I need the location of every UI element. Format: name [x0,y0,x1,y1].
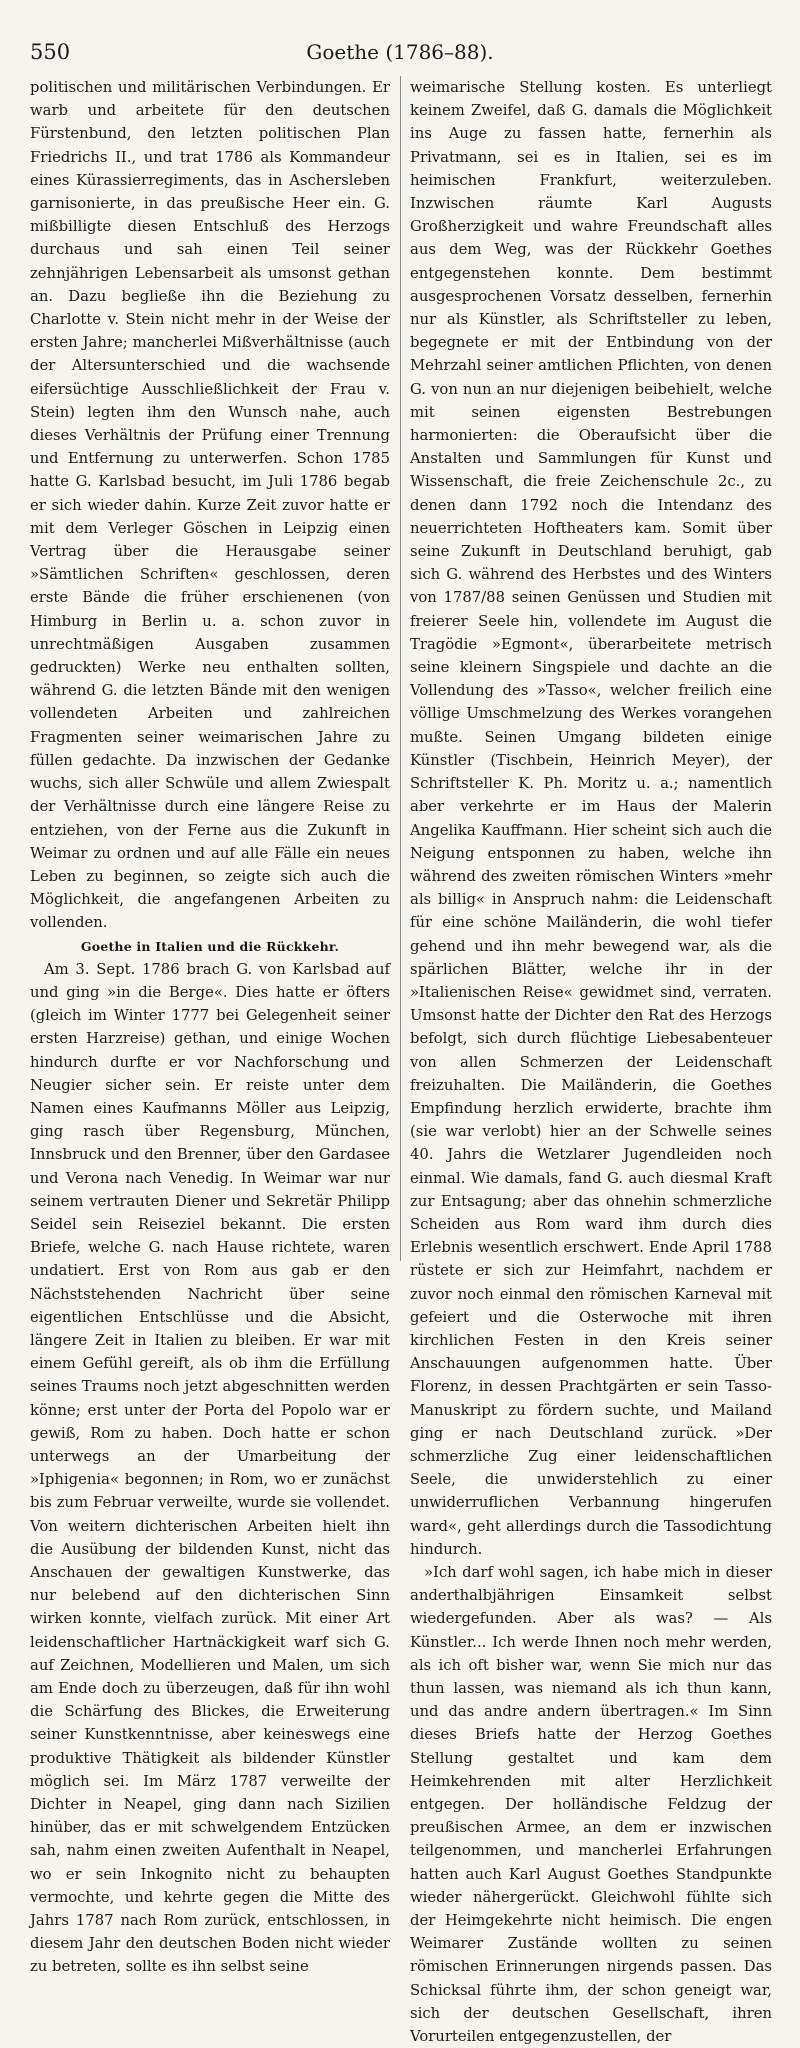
paragraph: Am 3. Sept. 1786 brach G. von Karlsbad auf und ging »in die Berge«. Dies hatte er öfters (gleich im Winter 1777 bei Gelegenheit seiner ersten Harzreise) gethan, und einige Wochen hindurch durfte er vor Nachforschung und Neugier sicher sein. Er reiste unter dem Namen eines Kaufmanns Möller aus Leipzig, ging rasch über Regensburg, München, Innsbruck und den Brenner, über den Gardasee und Verona nach Venedig. In Weimar war nur seinem vertrauten Diener und Sekretär Philipp Seidel sein Reiseziel bekannt. Die ersten Briefe, welche G. nach Hause richtete, waren undatiert. Erst von Rom aus gab er den Nächststehenden Nachricht über seine eigentlichen Entschlüsse und die Absicht, längere Zeit in Italien zu bleiben. Er war mit einem Gefühl gereift, als ob ihm die Erfüllung seines Traums noch jetzt abgeschnitten werden könne; erst unter der Porta del Popolo war er gewiß, Rom zu haben. Doch hatte er schon unterwegs an der Umarbeitung der »Iphigenia« begonnen; in Rom, wo er zunächst bis zum Februar verweilte, wurde sie vollendet. Von weitern dichterischen Arbeiten hielt ihn die Ausübung der bildenden Kunst, nicht das Anschauen der gewaltigen Kunstwerke, das nur belebend auf den dichterischen Sinn wirken konnte, vielfach zurück. Mit einer Art leidenschaftlicher Hartnäckigkeit warf sich G. auf Zeichnen, Modellieren und Malen, um sich am Ende doch zu überzeugen, daß für ihn wohl die Schärfung des Blickes, die Erweiterung seiner Kunstkenntnisse, aber keineswegs eine produktive Thätigkeit als bildender Künstler möglich sei. Im März 1787 verweilte der Dichter in Neapel, ging dann nach Sizilien hinüber, das er mit schwelgendem Entzücken sah, nahm einen zweiten Aufenthalt in Neapel, wo er sein Inkognito nicht zu behaupten vermochte, und kehrte gegen die Mitte des Jahrs 1787 nach Rom zurück, entschlossen, in diesem Jahr den deutschen Boden nicht wieder zu betreten, sollte es ihn selbst seine [30,960,390,1976]
section-heading: Goethe in Italien und die Rückkehr. [80,938,340,954]
page-number: 550 [30,40,71,64]
paragraph: weimarische Stellung kosten. Es unterliegt keinem Zweifel, daß G. damals die Möglichkeit ins Auge zu fassen hatte, fernerhin als Privatmann, sei es in Italien, sei es im heimischen Frankfurt, weiterzuleben. Inzwischen räumte Karl Augusts Großherzigkeit und wahre Freundschaft alles aus dem Weg, was der Rückkehr Goethes entgegenstehen konnte. Dem bestimmt ausgesprochenen Vorsatz desselben, fernerhin nur als Künstler, als Schriftsteller zu leben, begegnete er mit der Entbindung von der Mehrzahl seiner amtlichen Pflichten, von denen G. von nun an nur diejenigen beibehielt, welche mit seinen eigensten Bestrebungen harmonierten: die Oberaufsicht über die Anstalten und Sammlungen für Kunst und Wissenschaft, die freie Zeichenschule 2c., zu denen dann 1792 noch die Intendanz des neuerrichteten Hoftheaters kam. Somit über seine Zukunft in Deutschland beruhigt, gab sich G. während des Herbstes und des Winters von 1787/88 seinen Genüssen und Studien mit freierer Seele hin, vollendete im August die Tragödie »Egmont«, überarbeitete metrisch seine kleinern Singspiele und dachte an die Vollendung des »Tasso«, welcher freilich eine völlige Umschmelzung des Werkes vorangehen mußte. Seinen Umgang bildeten einige Künstler (Tischbein, Heinrich Meyer), der Schriftsteller K. Ph. Moritz u. a.; namentlich aber verkehrte er im Haus der Malerin Angelika Kauffmann. Hier scheint sich auch die Neigung entsponnen zu haben, welche ihn während des zweiten römischen Winters »mehr als billig« in Anspruch nahm: die Leidenschaft für eine schöne Mailänderin, die wohl tiefer gehend und ihn mehr bewegend war, als die spärlichen Blätter, welche ihr in der »Italienischen Reise« gewidmet sind, verraten. Umsonst hatte der Dichter den Rat des Herzogs befolgt, sich durch flüchtige Liebesabenteuer von allen Schmerzen der Leidenschaft freizuhalten. Die Mailänderin, die Goethes Empfindung herzlich erwiderte, brachte ihm (sie war verlobt) hier an der Schwelle seines 40. Jahrs die Wetzlarer Jugendleiden noch einmal. Wie damals, fand G. auch diesmal Kraft zur Entsagung; aber das ohnehin schmerzliche Scheiden aus Rom ward ihm durch dies Erlebnis wesentlich erschwert. Ende April 1788 rüstete er sich zur Heimfahrt, nachdem er zuvor noch einmal den römischen Karneval mit gefeiert und die Osterwoche mit ihren kirchlichen Festen in den Kreis seiner Anschauungen aufgenommen hatte. Über Florenz, in dessen Prachtgärten er sein Tasso-Manuskript zu fördern suchte, und Mailand ging er nach Deutschland zurück. »Der schmerzliche Zug einer leidenschaftlichen Seele, die unwiderstehlich zu einer unwiderruflichen Verbannung hingerufen ward«, geht allerdings durch die Tassodichtung hindurch. [410,79,772,1558]
running-head: Goethe (1786–88). [306,40,494,64]
left-column [30,76,390,1976]
paragraph: politischen und militärischen Verbindungen. Er warb und arbeitete für den deutschen Fürstenbund, den letzten politischen Plan Friedrichs II., und trat 1786 als Kommandeur eines Kürassierregiments, das in Aschersleben garnisonierte, in das preußische Heer ein. G. mißbilligte diesen Entschluß des Herzogs durchaus und sah einen Teil seiner zehnjährigen Lebensarbeit als umsonst gethan an. Dazu begließe ihn die Beziehung zu Charlotte v. Stein nicht mehr in der Weise der ersten Jahre; mancherlei Mißverhältnisse (auch der Altersunterschied und die wachsende eifersüchtige Ausschließlichkeit der Frau v. Stein) legten ihm den Wunsch nahe, auch dieses Verhältnis der Prüfung einer Trennung und Entfernung zu unterwerfen. Schon 1785 hatte G. Karlsbad besucht, im Juli 1786 begab er sich wieder dahin. Kurze Zeit zuvor hatte er mit dem Verleger Göschen in Leipzig einen Vertrag über die Herausgabe seiner »Sämtlichen Schriften« geschlossen, deren erste Bände die früher erschienenen (von Himburg in Berlin u. a. schon zuvor in unrechtmäßigen Ausgaben zusammen gedruckten) Werke neu enthalten sollten, während G. die letzten Bände mit den wenigen vollendeten Arbeiten und zahlreichen Fragmenten seiner weimarischen Jahre zu füllen gedachte. Da inzwischen der Gedanke wuchs, sich aller Schwüle und allem Zwiespalt der Verhältnisse durch eine längere Reise zu entziehen, von der Ferne aus die Zukunft in Weimar zu ordnen und auf alle Fälle ein neues Leben zu beginnen, so zeigte sich auch die Möglichkeit, die angefangenen Arbeiten zu vollenden. [30,79,390,932]
right-column [410,76,772,2046]
column-divider [400,76,401,1261]
paragraph: »Ich darf wohl sagen, ich habe mich in dieser anderthalbjährigen Einsamkeit selbst wiedergefunden. Aber als was? — Als Künstler... Ich werde Ihnen noch mehr werden, als ich oft bisher war, wenn Sie mich nur das thun lassen, was niemand als ich thun kann, und das andre andern übertragen.« Im Sinn dieses Briefs hatte der Herzog Goethes Stellung gestaltet und kam dem Heimkehrenden mit alter Herzlichkeit entgegen. Der holländische Feldzug der preußischen Armee, an dem er inzwischen teilgenommen, und mancherlei Erfahrungen hatten auch Karl August Goethes Standpunkte wieder nähergerückt. Gleichwohl fühlte sich der Heimgekehrte nicht heimisch. Die engen Weimarer Zustände wollten zu seinen römischen Erinnerungen nirgends passen. Das Schicksal führte ihm, der schon geneigt war, sich der deutschen Gesellschaft, ihren Vorurteilen entgegenzustellen, der [410,1564,772,2046]
page-header [30,40,770,68]
